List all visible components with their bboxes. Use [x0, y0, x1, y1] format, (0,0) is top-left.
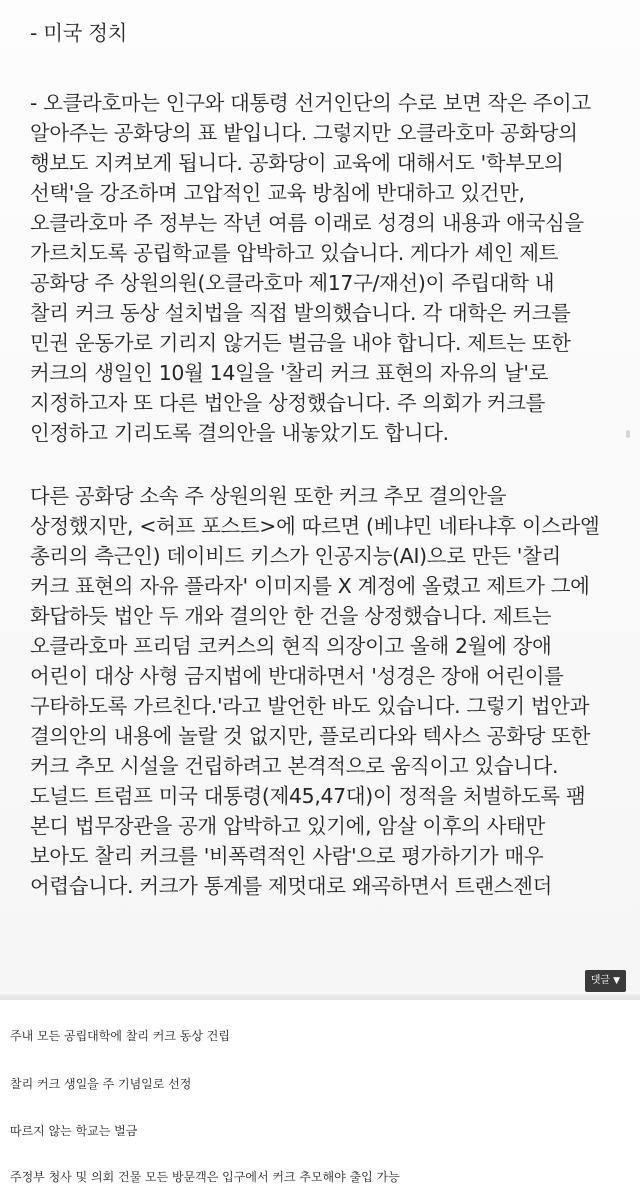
text-line: 보아도 찰리 커크를 '비폭력적인 사람'으로 평가하기가 매우 [30, 844, 544, 868]
section-heading: - 미국 정치 [30, 21, 128, 45]
text-line: 상정했지만, <허프 포스트>에 따르면 (베냐민 네타냐후 이스라엘 [30, 514, 600, 538]
image-bottom-edge [0, 994, 640, 1000]
article-text [30, 18, 622, 934]
caption-2: 찰리 커크 생일을 주 기념일로 선정 [10, 1077, 192, 1091]
text-line: 화답하듯 법안 두 개와 결의안 한 건을 상정했습니다. 제트는 [30, 604, 552, 628]
text-line: 도널드 트럼프 미국 대통령(제45,47대)이 정적을 처벌하도록 팸 [30, 784, 586, 808]
text-line: 찰리 커크 동상 설치법을 직접 발의했습니다. 각 대학은 커크를 [30, 301, 571, 325]
text-line: 오클라호마 주 정부는 작년 여름 이래로 성경의 내용과 애국심을 [30, 211, 584, 235]
text-line: 어린이 대상 사형 금지법에 반대하면서 '성경은 장애 어린이를 [30, 664, 564, 688]
comment-button-label: 댓글 [590, 975, 611, 986]
text-line: 커크 추모 시설을 건립하려고 본격적으로 움직이고 있습니다. [30, 754, 559, 778]
text-line: 선택'을 강조하며 고압적인 교육 방침에 반대하고 있건만, [30, 181, 525, 205]
scroll-indicator [626, 430, 630, 438]
paragraph-2 [30, 481, 622, 901]
text-line: 알아주는 공화당의 표 밭입니다. 그렇지만 오클라호마 공화당의 [30, 121, 578, 145]
caption-3: 따르지 않는 학교는 벌금 [10, 1124, 138, 1138]
text-line: 총리의 측근인) 데이비드 키스가 인공지능(AI)으로 만든 '찰리 [30, 544, 561, 568]
text-line: 어렵습니다. 커크가 통계를 제멋대로 왜곡하면서 트랜스젠더 [30, 874, 553, 898]
paragraph-1 [30, 88, 622, 448]
caption-4: 주정부 청사 및 의회 건물 모든 방문객은 입구에서 커크 추모해야 출입 가능 [10, 1170, 400, 1184]
text-line: 커크 표현의 자유 플라자' 이미지를 X 계정에 올렸고 제트가 그에 [30, 574, 590, 598]
text-line: 결의안의 내용에 놀랄 것 없지만, 플로리다와 텍사스 공화당 또한 [30, 724, 590, 748]
chevron-down-icon: ▼ [613, 976, 620, 986]
text-line: 공화당 주 상원의원(오클라호마 제17구/재선)이 주립대학 내 [30, 271, 555, 295]
text-line: 본디 법무장관을 공개 압박하고 있기에, 암살 이후의 사태만 [30, 814, 545, 838]
text-line: 민권 운동가로 기리지 않거든 벌금을 내야 합니다. 제트는 또한 [30, 331, 571, 355]
caption-1: 주내 모든 공립대학에 찰리 커크 동상 건립 [10, 1029, 230, 1043]
text-line: 행보도 지켜보게 됩니다. 공화당이 교육에 대해서도 '학부모의 [30, 151, 564, 175]
text-line: 오클라호마 프리덤 코커스의 현직 의장이고 올해 2월에 장애 [30, 634, 552, 658]
text-line: 가르치도록 공립학교를 압박하고 있습니다. 게다가 셰인 제트 [30, 241, 559, 265]
comment-toggle-button[interactable] [585, 970, 626, 992]
text-line: 지정하고자 또 다른 법안을 상정했습니다. 주 의회가 커크를 [30, 391, 545, 415]
text-line: 다른 공화당 소속 주 상원의원 또한 커크 추모 결의안을 [30, 484, 507, 508]
text-line: 커크의 생일인 10월 14일을 '찰리 커크 표현의 자유의 날'로 [30, 361, 549, 385]
text-line: 인정하고 기리도록 결의안을 내놓았기도 합니다. [30, 421, 449, 445]
text-line: 구타하도록 가르친다.'라고 발언한 바도 있습니다. 그렇기 법안과 [30, 694, 590, 718]
text-line: - 오클라호마는 인구와 대통령 선거인단의 수로 보면 작은 주이고 [30, 91, 591, 115]
